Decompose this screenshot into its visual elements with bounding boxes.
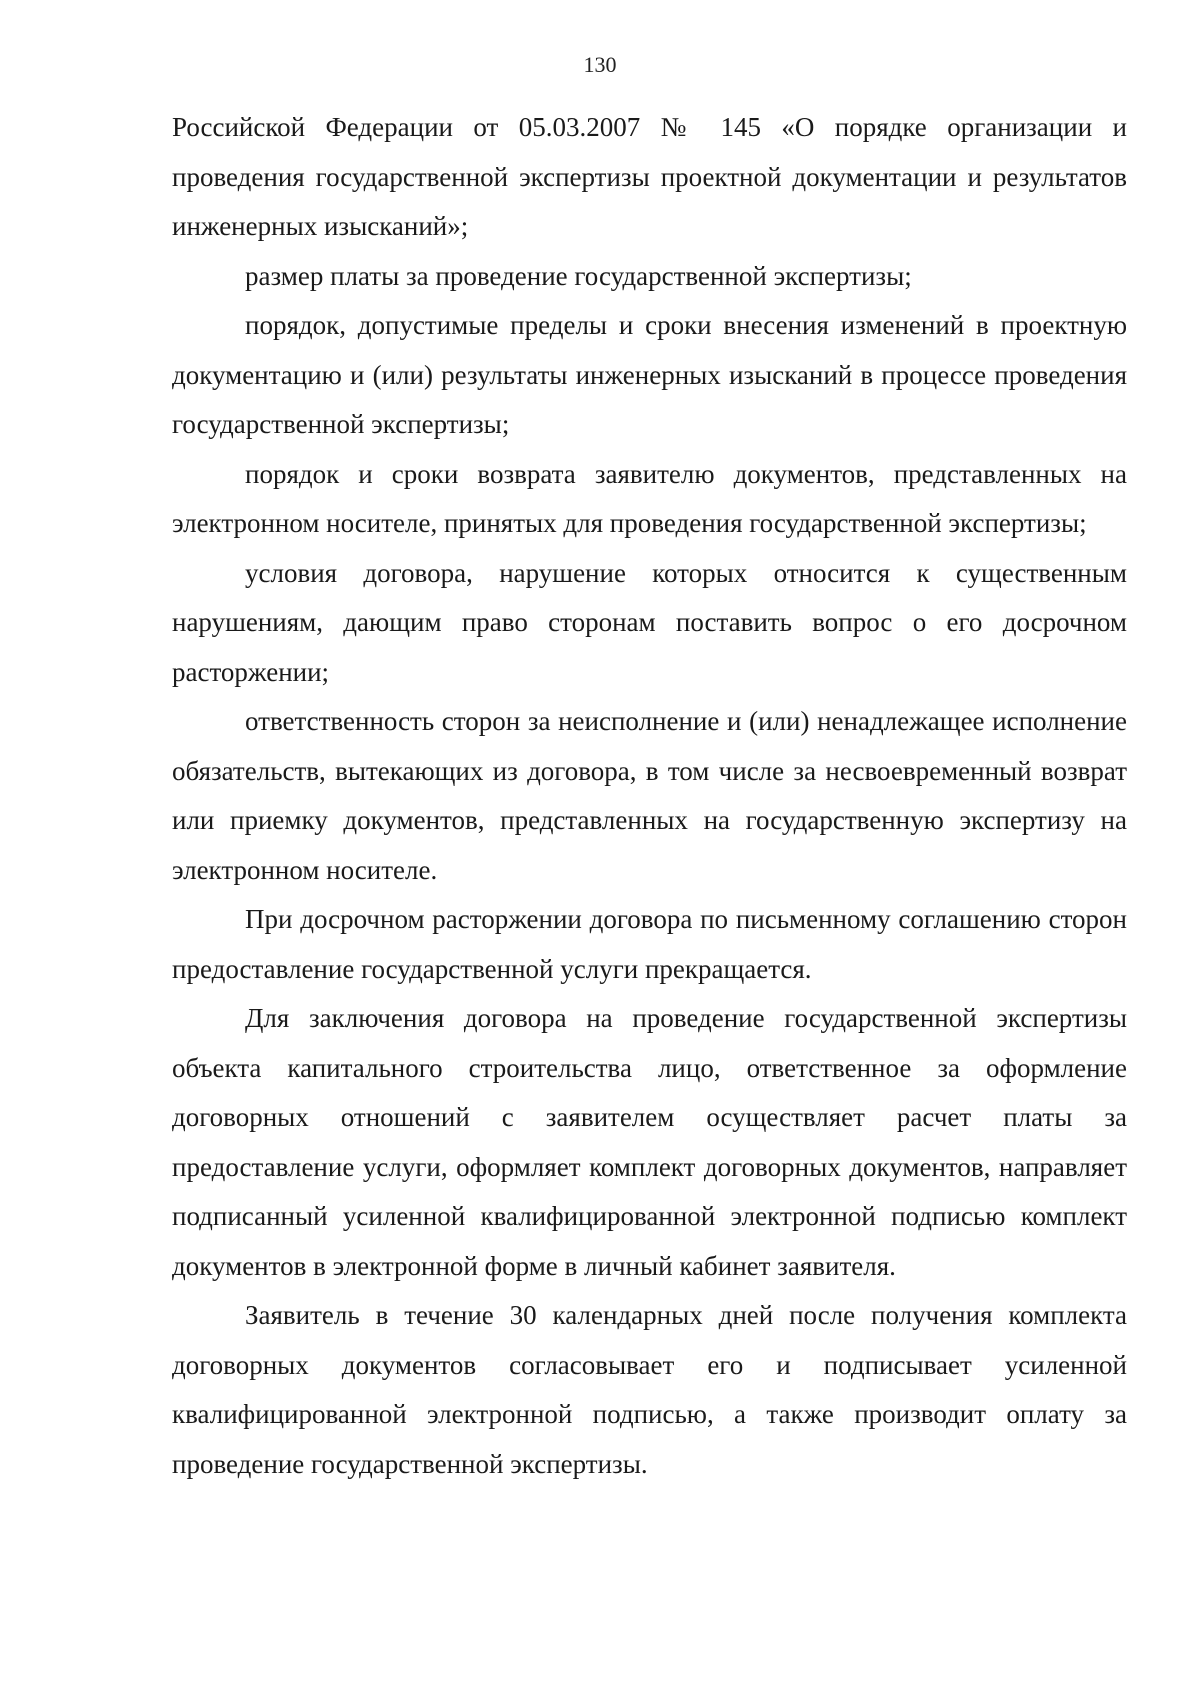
paragraph-amendment-procedure: порядок, допустимые пределы и сроки внесения изменений в проектную документацию и (или) результаты инженерных изысканий в процессе проведения государственной экспертизы; <box>172 310 1127 439</box>
paragraph-contract-preparation: Для заключения договора на проведение государственной экспертизы объекта капитального строительства лицо, ответственное за оформление договорных отношений с заявителем осуществляет расчет платы за предоставление услуги, оформляет комплект договорных документов, направляет подписанный усиленной квалифицированной электронной подписью комплект документов в электронной форме в личный кабинет заявителя. <box>172 1003 1127 1281</box>
document-body <box>172 103 1127 1489</box>
paragraph-document-return: порядок и сроки возврата заявителю документов, представленных на электронном носителе, принятых для проведения государственной экспертизы; <box>172 458 1127 538</box>
page-number: 130 <box>583 52 617 77</box>
paragraph-fee-amount: размер платы за проведение государственной экспертизы; <box>245 260 912 291</box>
paragraph-decree-reference: Российской Федерации от 05.03.2007 № 145 «О порядке организации и проведения государственной экспертизы проектной документации и результатов инженерных изысканий»; <box>172 112 1127 241</box>
paragraph-liability: ответственность сторон за неисполнение и (или) ненадлежащее исполнение обязательств, вытекающих из договора, в том числе за несвоевременный возврат или приемку документов, представленных на государственную экспертизу на электронном носителе. <box>172 706 1127 885</box>
paragraph-applicant-approval: Заявитель в течение 30 календарных дней после получения комплекта договорных документов согласовывает его и подписывает усиленной квалифицированной электронной подписью, а также производит оплату за проведение государственной экспертизы. <box>172 1300 1127 1479</box>
paragraph-contract-termination-conditions: условия договора, нарушение которых относится к существенным нарушениям, дающим право сторонам поставить вопрос о его досрочном расторжении; <box>172 557 1127 687</box>
paragraph-early-termination: При досрочном расторжении договора по письменному соглашению сторон предоставление государственной услуги прекращается. <box>172 904 1127 984</box>
